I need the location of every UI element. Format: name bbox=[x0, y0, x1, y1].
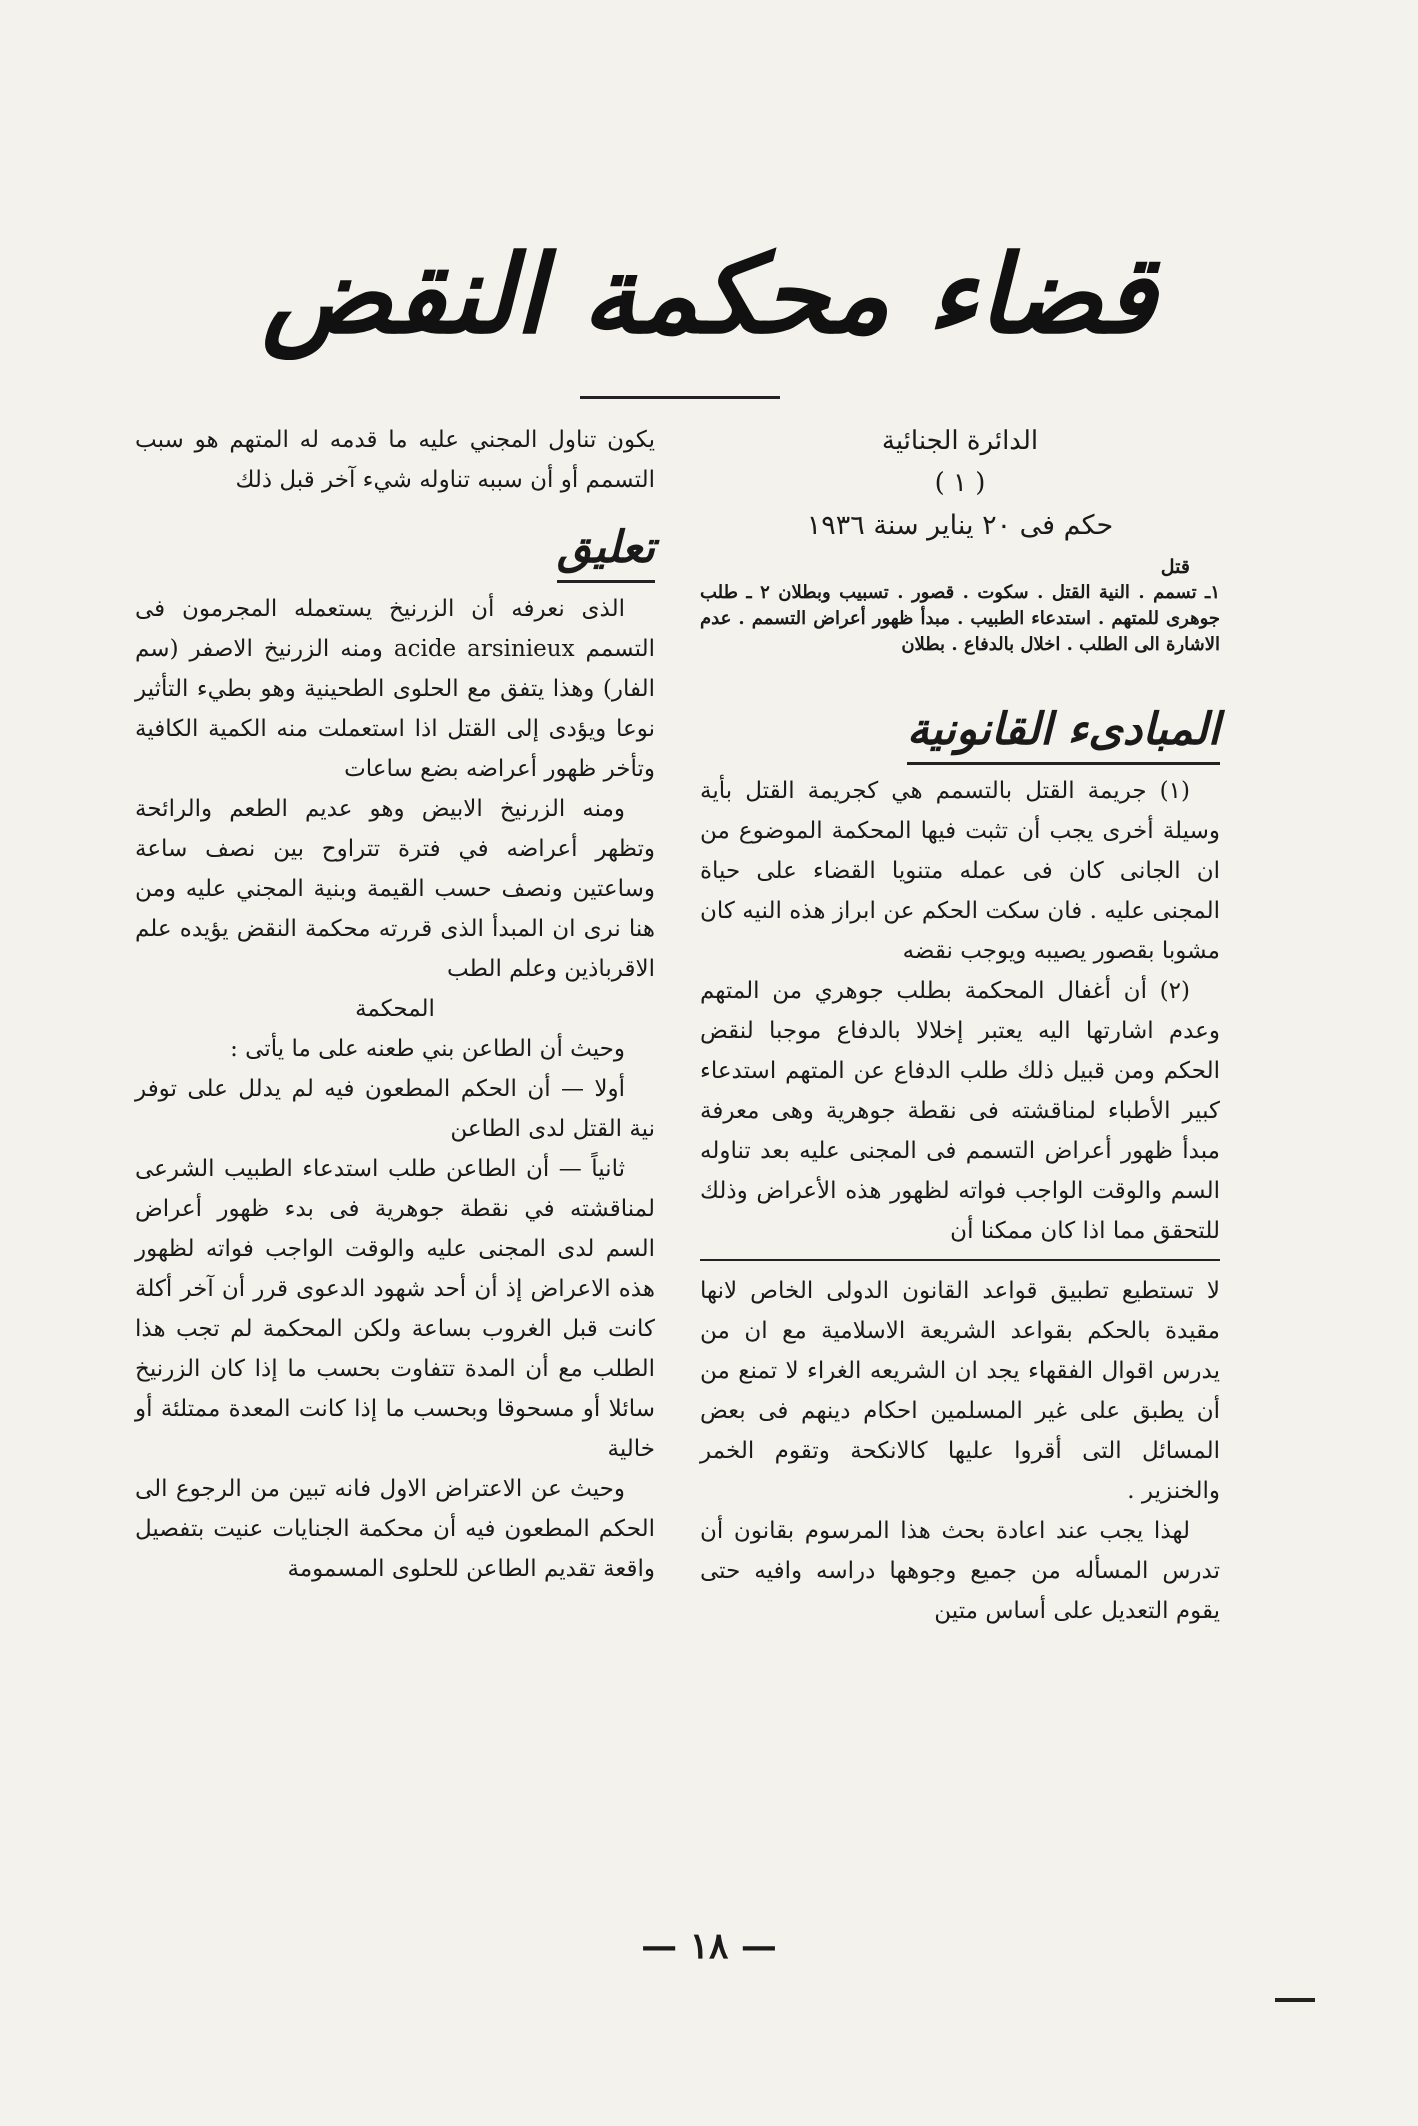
case-tags: ١ـ تسمم . النية القتل . سكوت . قصور . تسبيب وبطلان ٢ ـ طلب جوهرى للمتهم . استدعاء الطبيب . مبدأ ظهور أعراض التسمم . عدم الاشارة الى الطلب . اخلال بالدفاع . بطلان bbox=[700, 582, 1220, 655]
court-paragraph-4: وحيث عن الاعتراض الاول فانه تبين من الرجوع الى الحكم المطعون فيه أن محكمة الجنايات عنيت بتفصيل واقعة تقديم الطاعن للحلوى المسمومة bbox=[135, 1476, 655, 1582]
intro-paragraph: يكون تناول المجني عليه ما قدمه له المتهم هو سبب التسمم أو أن سببه تناوله شيء آخر قبل ذلك bbox=[135, 427, 655, 493]
commentary-paragraph-2: ومنه الزرنيخ الابيض وهو عديم الطعم والرائحة وتظهر أعراضه في فترة تتراوح بين نصف ساعة وساعتين ونصف حسب القيمة وبنية المجني عليه ومن هنا نرى ان المبدأ الذى قررته محكمة النقض يؤيده علم الاقرباذين وعلم الطب bbox=[135, 796, 655, 982]
tags-label: قتل bbox=[1160, 556, 1190, 578]
ruling-date: حكم فى ٢٠ يناير سنة ١٩٣٦ bbox=[806, 510, 1114, 541]
court-paragraph-3: ثانياً — أن الطاعن طلب استدعاء الطبيب الشرعى لمناقشته في نقطة جوهرية فى بدء ظهور أعراض السم لدى المجنى عليه والوقت الواجب فواته لظهور هذه الاعراض إذ أن أحد شهود الدعوى قرر أن آخر أكلة كانت قبل الغروب بساعة ولكن المحكمة لم تجب هذا الطلب مع أن المدة تتفاوت بحسب ما إذا كان الزرنيخ سائلا أو مسحوقا وبحسب ما إذا كانت المعدة ممتلئة أو خالية bbox=[135, 1156, 655, 1462]
right-column bbox=[700, 420, 1220, 1631]
masthead-title: قضاء محكمة النقض bbox=[261, 232, 1157, 358]
corner-mark bbox=[1275, 1998, 1315, 2002]
column-separator bbox=[700, 1259, 1220, 1261]
court-paragraph-2: أولا — أن الحكم المطعون فيه لم يدلل على توفر نية القتل لدى الطاعن bbox=[135, 1076, 655, 1142]
masthead-rule bbox=[580, 396, 780, 399]
principle-2: (٢) أن أغفال المحكمة بطلب جوهري من المتهم وعدم اشارتها اليه يعتبر إخلالا بالدفاع موجبا لنقض الحكم ومن قبيل ذلك طلب الدفاع عن المتهم استدعاء كبير الأطباء لمناقشته فى نقطة جوهرية وهى معرفة مبدأ ظهور أعراض التسمم فى المجنى عليه بعد تناوله السم والوقت الواجب فواته لظهور هذه الأعراض وذلك للتحقق مما اذا كان ممكنا أن bbox=[700, 978, 1220, 1244]
court-heading: المحكمة bbox=[355, 996, 435, 1022]
page-number: — ١٨ — bbox=[641, 1925, 777, 1967]
commentary-title: تعليق bbox=[557, 518, 655, 583]
case-number: ( ١ ) bbox=[934, 468, 986, 498]
continuation-paragraph-1: لا تستطيع تطبيق قواعد القانون الدولى الخاص لانها مقيدة بالحكم بقواعد الشريعة الاسلامية مع ان من يدرس اقوال الفقهاء يجد ان الشريعه الغراء لا تمنع من أن يطبق على غير المسلمين احكام دينهم فى بعض المسائل التى أقروا عليها كالانكحة وتقوم الخمر والخنزير . bbox=[700, 1278, 1220, 1504]
principles-title: المبادىء القانونية bbox=[907, 700, 1220, 765]
circuit-heading: الدائرة الجنائية bbox=[881, 426, 1039, 456]
principle-1: (١) جريمة القتل بالتسمم هي كجريمة القتل بأية وسيلة أخرى يجب أن تثبت فيها المحكمة الموضوع من ان الجانى كان فى عمله متنويا القضاء على حياة المجنى عليه . فان سكت الحكم عن ابراز هذه النيه كان مشوبا بقصور يصيبه ويوجب نقضه bbox=[700, 778, 1220, 964]
court-paragraph-1: وحيث أن الطاعن بني طعنه على ما يأتى : bbox=[230, 1036, 625, 1062]
continuation-paragraph-2: لهذا يجب عند اعادة بحث هذا المرسوم بقانون أن تدرس المسأله من جميع وجوهها دراسه وافيه حتى يقوم التعديل على أساس متين bbox=[700, 1518, 1220, 1624]
commentary-paragraph-1: الذى نعرفه أن الزرنيخ يستعمله المجرمون فى التسمم acide arsinieux ومنه الزرنيخ الاصفر (سم الفار) وهذا يتفق مع الحلوى الطحينية وهو بطيء التأثير نوعا ويؤدى إلى القتل اذا استعملت منه الكمية الكافية وتأخر ظهور أعراضه بضع ساعات bbox=[135, 596, 655, 782]
left-column bbox=[135, 420, 655, 1589]
